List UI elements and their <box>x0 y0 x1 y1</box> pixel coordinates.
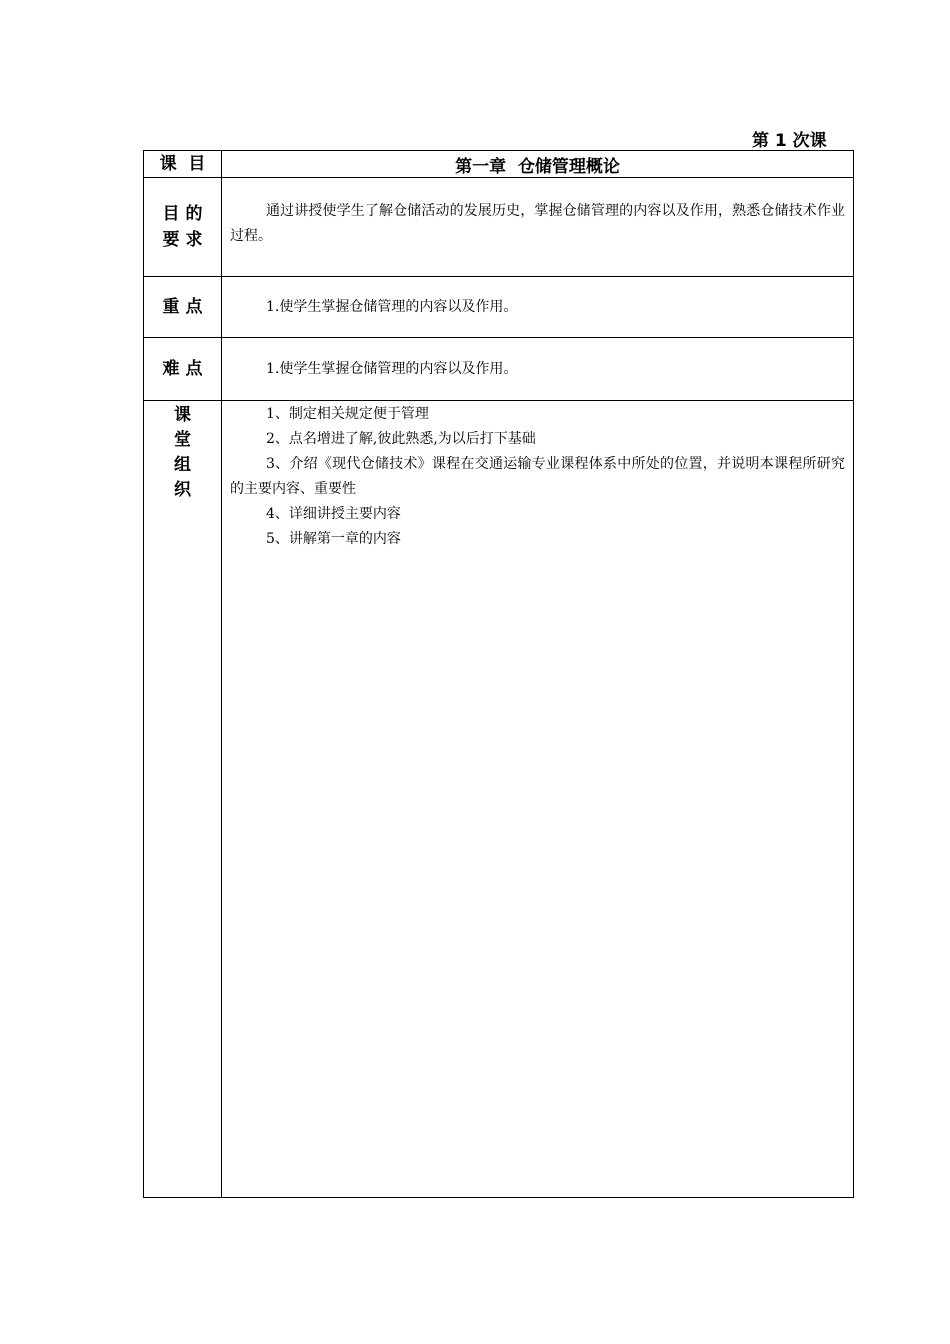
organization-item: 2、点名增进了解,彼此熟悉,为以后打下基础 <box>266 431 536 447</box>
organization-label-char-1: 课 <box>174 405 191 425</box>
organization-label-char-4: 织 <box>174 480 191 500</box>
objectives-label-line1: 目 的 <box>162 204 203 224</box>
objectives-cell <box>222 178 854 277</box>
difficulties-cell <box>222 338 854 401</box>
chapter-title: 第一章 仓储管理概论 <box>222 151 854 178</box>
objectives-row <box>144 178 854 277</box>
subject-label: 课 目 <box>144 151 222 178</box>
organization-item: 1、制定相关规定便于管理 <box>266 406 429 422</box>
difficulties-row <box>144 338 854 401</box>
lesson-number: 第 1 次课 <box>752 131 827 151</box>
key-points-row <box>144 277 854 338</box>
organization-label-char-3: 组 <box>174 455 191 475</box>
key-points-label: 重 点 <box>144 277 222 338</box>
subject-row <box>144 151 854 178</box>
objectives-label <box>144 178 222 277</box>
lesson-plan-table <box>143 150 854 1198</box>
difficulties-label: 难 点 <box>144 338 222 401</box>
key-points-text: 1.使学生掌握仓储管理的内容以及作用。 <box>266 298 518 315</box>
objectives-label-line2: 要 求 <box>162 230 203 250</box>
organization-label-char-2: 堂 <box>174 430 191 450</box>
difficulties-text: 1.使学生掌握仓储管理的内容以及作用。 <box>266 360 518 377</box>
organization-row <box>144 401 854 1198</box>
organization-item: 3、介绍《现代仓储技术》课程在交通运输专业课程体系中所处的位置，并说明本课程所研究的主要内容、重要性 <box>230 456 845 497</box>
objectives-text: 通过讲授使学生了解仓储活动的发展历史，掌握仓储管理的内容以及作用，熟悉仓储技术作业过程。 <box>230 203 845 244</box>
key-points-cell <box>222 277 854 338</box>
organization-cell <box>222 401 854 1198</box>
organization-item: 4、详细讲授主要内容 <box>266 506 401 522</box>
organization-label <box>144 401 222 1198</box>
organization-item: 5、讲解第一章的内容 <box>266 531 401 547</box>
